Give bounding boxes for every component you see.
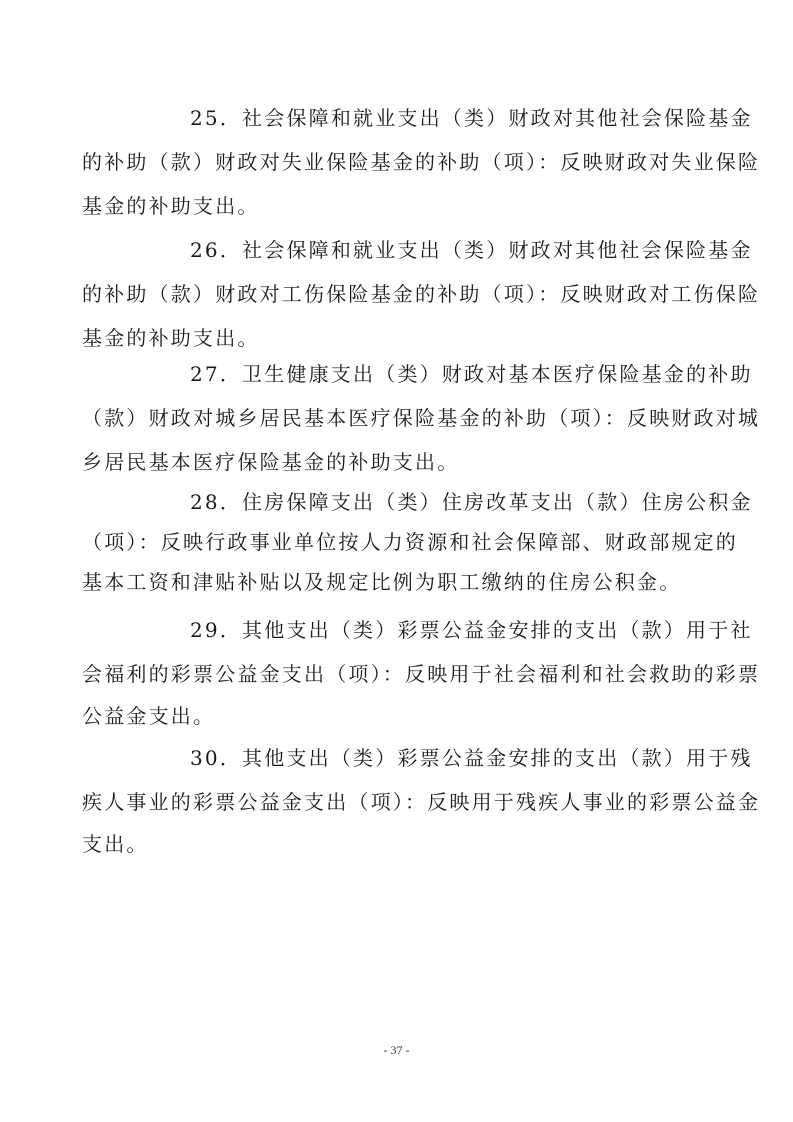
paragraph-line: 25．社会保障和就业支出（类）财政对其他社会保险基金 <box>190 106 753 130</box>
page-number: - 37 - <box>383 1043 410 1057</box>
paragraph-line: 基本工资和津贴补贴以及规定比例为职工缴纳的住房公积金。 <box>82 570 682 594</box>
paragraph-line: 26．社会保障和就业支出（类）财政对其他社会保险基金 <box>190 238 753 262</box>
paragraph-line: 28．住房保障支出（类）住房改革支出（款）住房公积金 <box>190 490 753 514</box>
paragraph-line: （项）：反映行政事业单位按人力资源和社会保障部、财政部规定的 <box>82 530 738 554</box>
paragraph-line: 的补助（款）财政对失业保险基金的补助（项）：反映财政对失业保险 <box>82 150 761 174</box>
paragraph-line: 基金的补助支出。 <box>82 194 260 218</box>
paragraph-line: 基金的补助支出。 <box>82 326 260 350</box>
paragraph-line: 27．卫生健康支出（类）财政对基本医疗保险基金的补助 <box>190 362 753 386</box>
paragraph-line: 29．其他支出（类）彩票公益金安排的支出（款）用于社 <box>190 618 753 642</box>
paragraph-line: 乡居民基本医疗保险基金的补助支出。 <box>82 450 460 474</box>
paragraph-line: 疾人事业的彩票公益金支出（项）：反映用于残疾人事业的彩票公益金 <box>82 790 761 814</box>
paragraph-line: 30．其他支出（类）彩票公益金安排的支出（款）用于残 <box>190 746 753 770</box>
paragraph-line: 会福利的彩票公益金支出（项）：反映用于社会福利和社会救助的彩票 <box>82 662 761 686</box>
paragraph-line: 支出。 <box>82 832 149 856</box>
paragraph-line: （款）财政对城乡居民基本医疗保险基金的补助（项）：反映财政对城 <box>82 406 761 430</box>
paragraph-line: 的补助（款）财政对工伤保险基金的补助（项）：反映财政对工伤保险 <box>82 282 761 306</box>
paragraph-line: 公益金支出。 <box>82 704 216 728</box>
